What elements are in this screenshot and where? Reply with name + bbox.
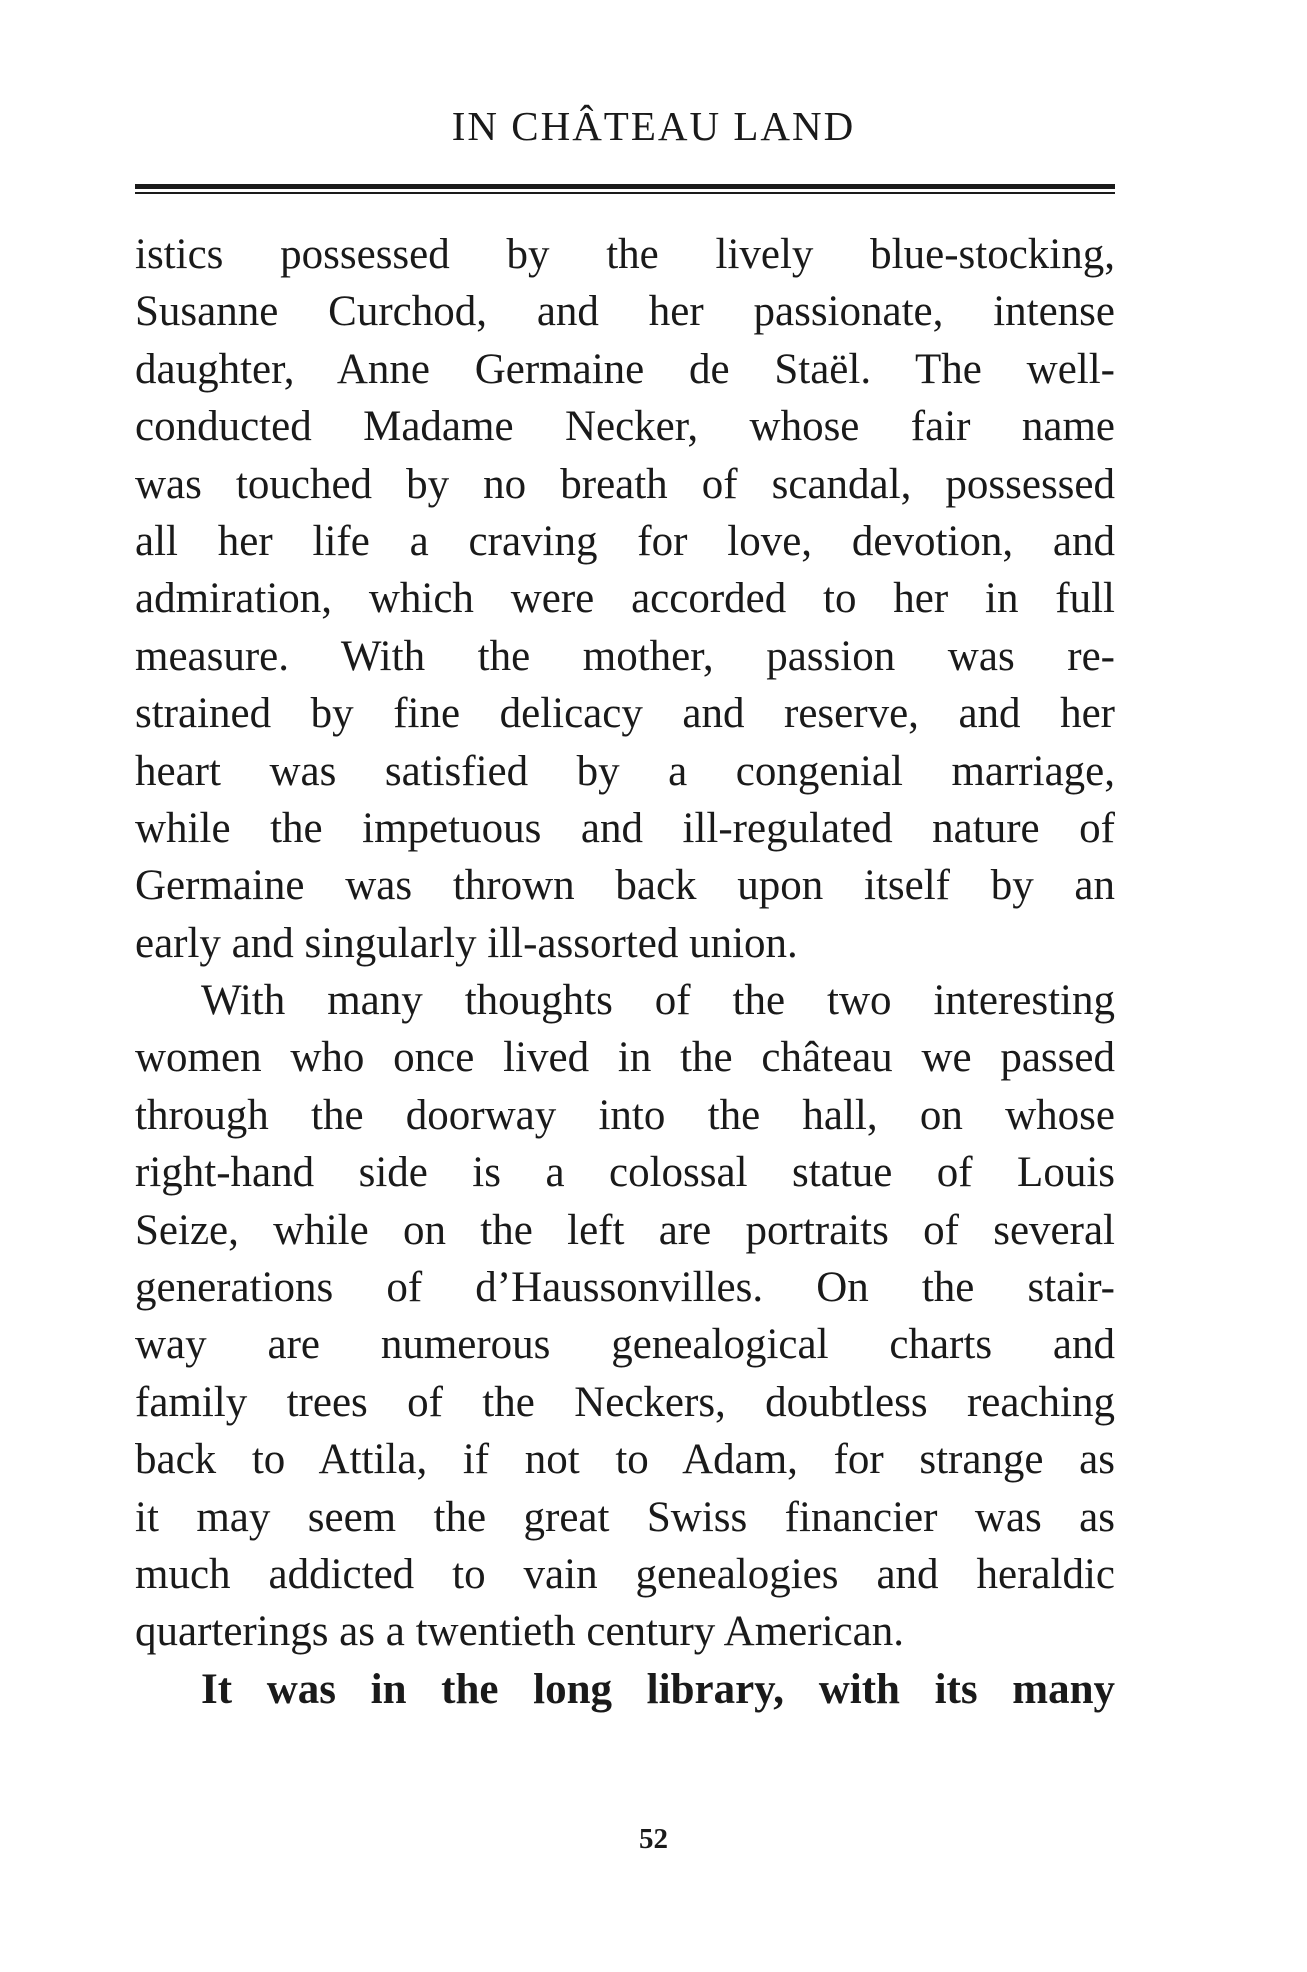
text-line: while the impetuous and ill-regulated nature of — [135, 804, 1115, 852]
text-line: it may seem the great Swiss financier was as — [135, 1493, 1115, 1541]
text-line: conducted Madame Necker, whose fair name — [135, 403, 1115, 451]
paragraph-last-line: quarterings as a twentieth century American. — [135, 1608, 904, 1656]
body-text — [135, 226, 1115, 1718]
header-rule-thick — [135, 184, 1115, 189]
text-line: strained by fine delicacy and reserve, and her — [135, 690, 1115, 738]
text-line: Germaine was thrown back upon itself by an — [135, 862, 1115, 910]
paragraph-first-line: With many thoughts of the two interesting — [201, 977, 1115, 1025]
text-line: Susanne Curchod, and her passionate, intense — [135, 288, 1115, 336]
text-line: all her life a craving for love, devotion, and — [135, 517, 1115, 565]
running-title: IN CHÂTEAU LAND — [451, 103, 856, 149]
text-line: way are numerous genealogical charts and — [135, 1321, 1115, 1369]
header-rule-thin — [135, 192, 1115, 194]
page-number: 52 — [639, 1823, 668, 1855]
text-line: through the doorway into the hall, on whose — [135, 1091, 1115, 1139]
text-line: back to Attila, if not to Adam, for strange as — [135, 1436, 1115, 1484]
text-line: family trees of the Neckers, doubtless reaching — [135, 1378, 1115, 1426]
text-line: right-hand side is a colossal statue of Louis — [135, 1149, 1115, 1197]
paragraph-first-line: It was in the long library, with its many — [201, 1665, 1115, 1713]
text-line: admiration, which were accorded to her in full — [135, 575, 1115, 623]
text-line: was touched by no breath of scandal, possessed — [135, 460, 1115, 508]
text-line: generations of d’Haussonvilles. On the stair- — [135, 1264, 1115, 1312]
text-line: women who once lived in the château we passed — [135, 1034, 1115, 1082]
text-line: much addicted to vain genealogies and heraldic — [135, 1550, 1115, 1598]
text-line: Seize, while on the left are portraits of several — [135, 1206, 1115, 1254]
text-line: istics possessed by the lively blue-stocking, — [135, 231, 1115, 278]
text-line: measure. With the mother, passion was re- — [135, 632, 1115, 680]
text-line: heart was satisfied by a congenial marriage, — [135, 747, 1115, 795]
paragraph-last-line: early and singularly ill-assorted union. — [135, 919, 798, 967]
text-line: daughter, Anne Germaine de Staël. The well- — [135, 345, 1115, 393]
